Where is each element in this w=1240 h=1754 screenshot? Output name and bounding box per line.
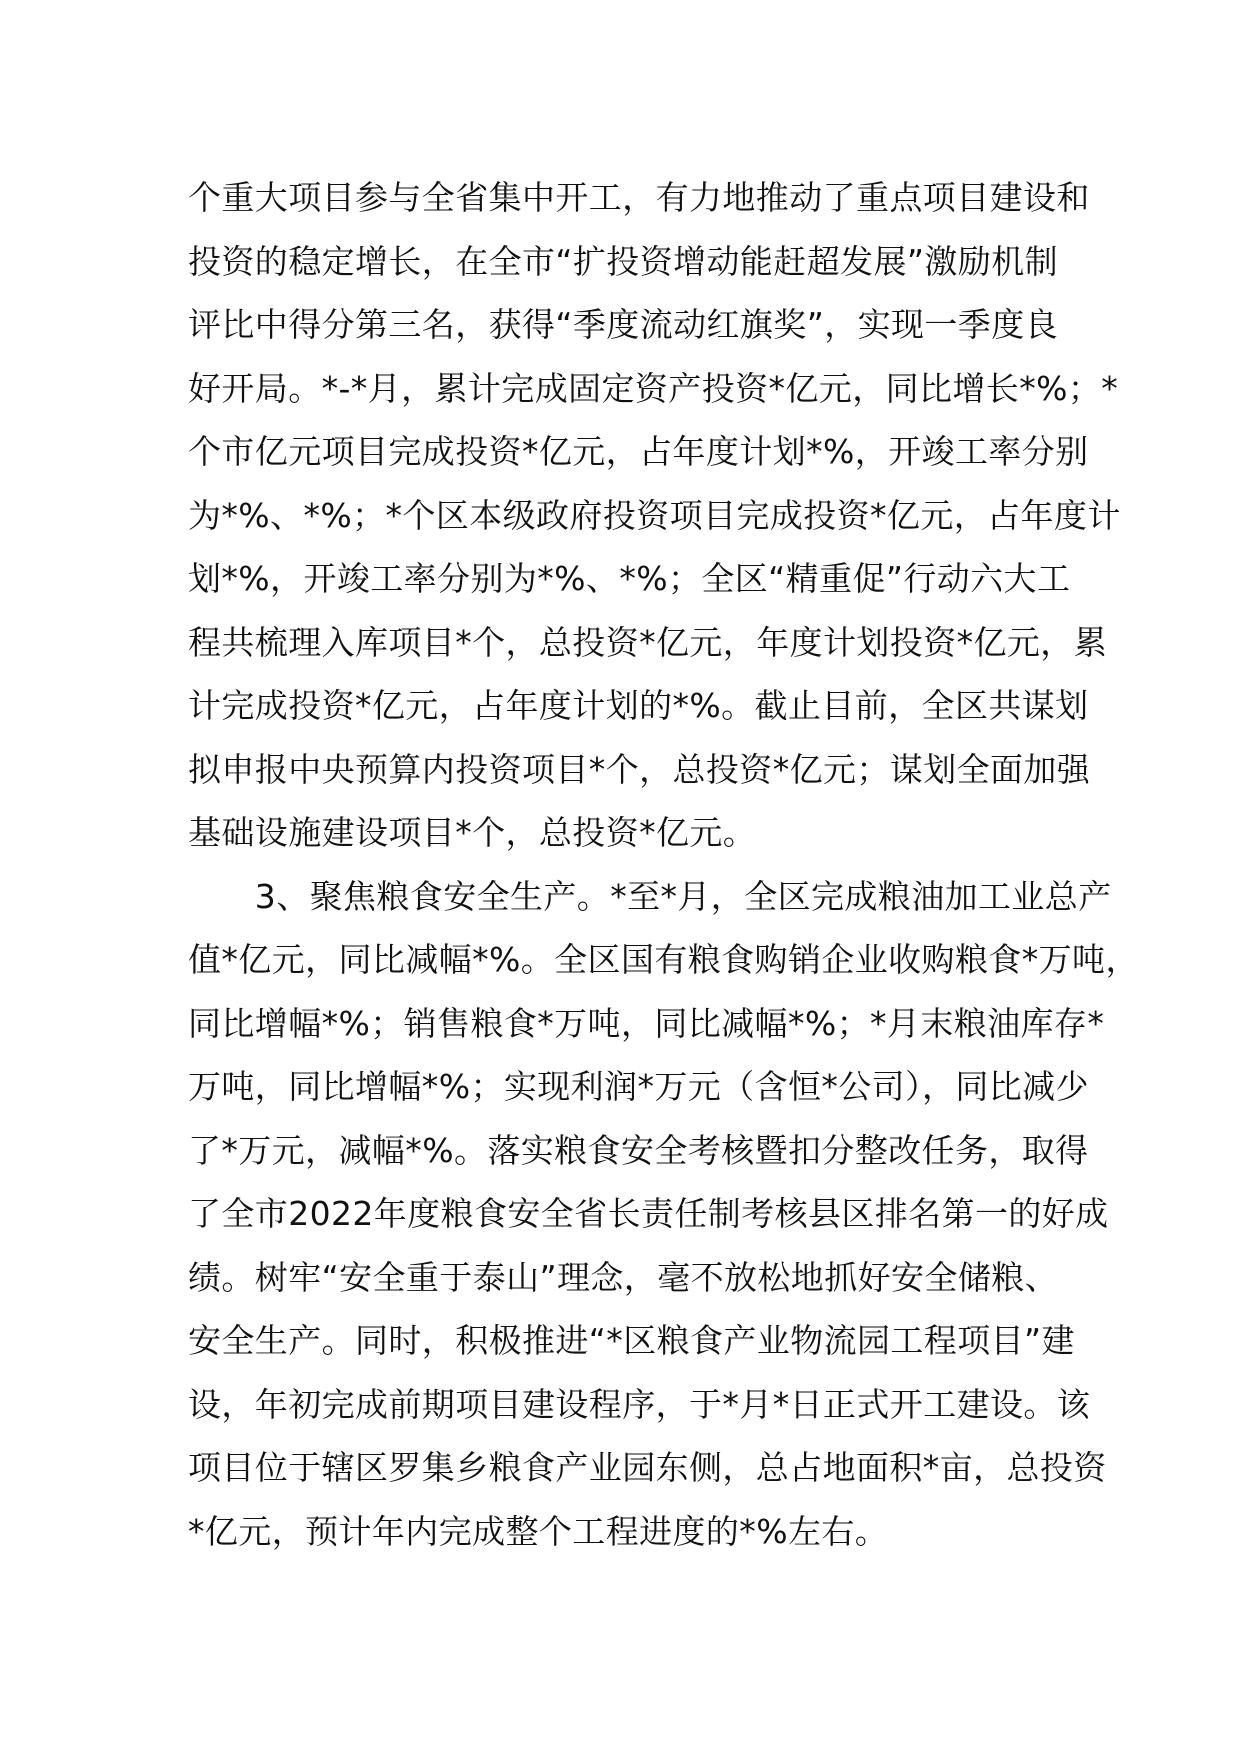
text-line: 评比中得分第三名，获得“季度流动红旗奖”，实现一季度良 xyxy=(188,305,1058,344)
text-line: 万吨，同比增幅*%；实现利润*万元（含恒*公司），同比减少 xyxy=(188,1067,1089,1106)
text-line: 项目位于辖区罗集乡粮食产业园东侧，总占地面积*亩，总投资 xyxy=(188,1448,1107,1487)
text-line: *亿元，预计年内完成整个工程进度的*%左右。 xyxy=(188,1511,889,1551)
text-line: 了*万元，减幅*%。落实粮食安全考核暨扣分整改任务，取得 xyxy=(188,1130,1089,1170)
text-line: 好开局。*-*月，累计完成固定资产投资*亿元，同比增长*%；* xyxy=(188,368,1119,408)
document-body xyxy=(188,166,1139,1563)
text-line: 划*%，开竣工率分别为*%、*%；全区“精重促”行动六大工 xyxy=(188,559,1071,598)
text-line: 个重大项目参与全省集中开工，有力地推动了重点项目建设和 xyxy=(188,178,1090,217)
text-line: 安全生产。同时，积极推进“*区粮食产业物流园工程项目”建 xyxy=(188,1321,1075,1360)
text-line: 个市亿元项目完成投资*亿元，占年度计划*%，开竣工率分别 xyxy=(188,432,1089,471)
text-line: 拟申报中央预算内投资项目*个，总投资*亿元；谋划全面加强 xyxy=(188,749,1091,789)
text-line: 为*%、*%；*个区本级政府投资项目完成投资*亿元，占年度计 xyxy=(188,495,1121,535)
text-line: 投资的稳定增长，在全市“扩投资增动能赶超发展”激励机制 xyxy=(188,241,1058,281)
text-line: 基础设施建设项目*个，总投资*亿元。 xyxy=(188,813,757,852)
text-line: 设，年初完成前期项目建设程序，于*月*日正式开工建设。该 xyxy=(188,1384,1091,1424)
text-line: 绩。树牢“安全重于泰山”理念，毫不放松地抓好安全储粮、 xyxy=(188,1257,1058,1297)
text-line: 了全市2022年度粮食安全省长责任制考核县区排名第一的好成 xyxy=(188,1194,1109,1233)
text-line: 同比增幅*%；销售粮食*万吨，同比减幅*%；*月末粮油库存* xyxy=(188,1003,1105,1043)
text-line: 程共梳理入库项目*个，总投资*亿元，年度计划投资*亿元，累 xyxy=(188,622,1108,662)
paragraph-heading-line: 3、聚焦粮食安全生产。*至*月，全区完成粮油加工业总产 xyxy=(188,876,1112,916)
text-line: 计完成投资*亿元，占年度计划的*%。截止目前，全区共谋划 xyxy=(188,686,1089,725)
text-line: 值*亿元，同比减幅*%。全区国有粮食购销企业收购粮食*万吨， xyxy=(188,940,1139,979)
